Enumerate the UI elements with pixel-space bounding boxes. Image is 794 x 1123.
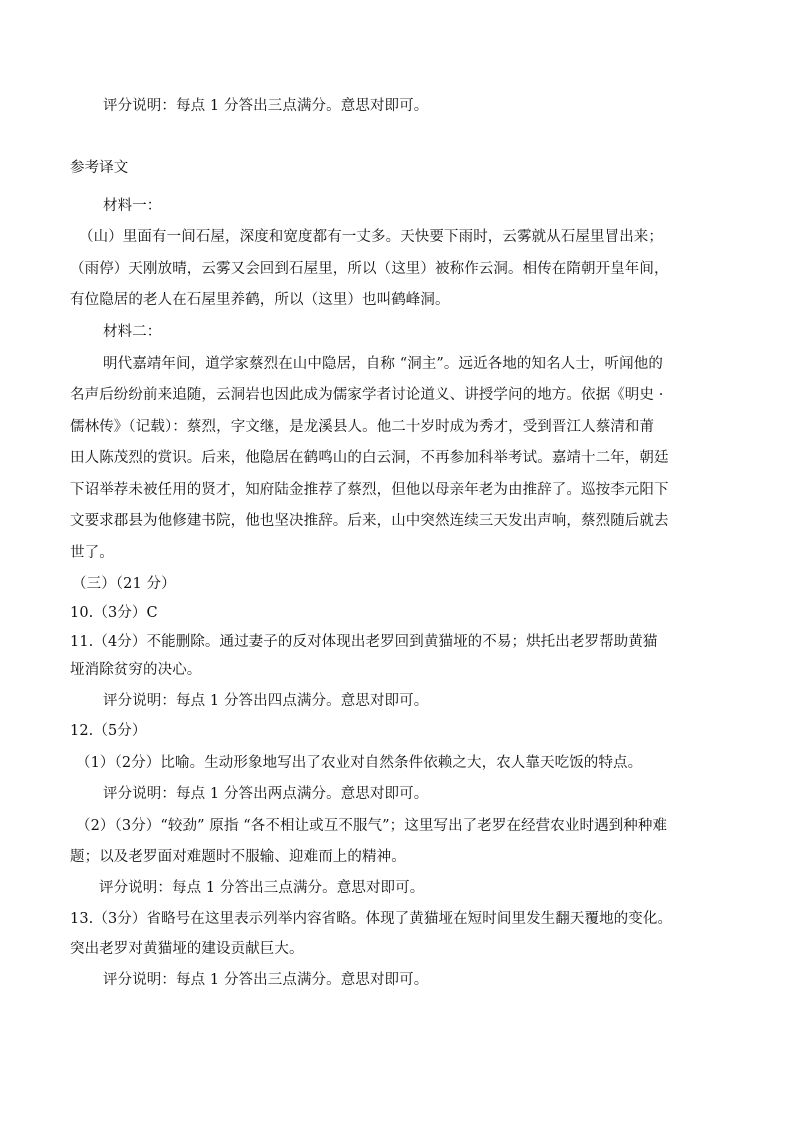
material-two-line: 儒林传》（记载）：蔡烈，字文继，是龙溪县人。他二十岁时成为秀才，受到晋江人蔡清和莆 <box>70 419 655 435</box>
scoring-note: 评分说明：每点 1 分答出两点满分。意思对即可。 <box>103 786 429 802</box>
section-heading-three: （三）（21 分） <box>72 576 176 592</box>
material-two-line: 明代嘉靖年间，道学家蔡烈在山中隐居，自称 “洞主”。远近各地的知名人士，听闻他的 <box>103 356 663 372</box>
material-two-line: 下诏举荐未被任用的贤才，知府陆金推荐了蔡烈，但他以母亲年老为由推辞了。巡按李元阳下 <box>70 482 669 498</box>
material-two-line: 名声后纷纷前来追随，云洞岩也因此成为儒家学者讨论道义、讲授学问的地方。依据《明史 · <box>70 387 664 403</box>
answer-12-part-2-line: 题；以及老罗面对难题时不服输、迎难而上的精神。 <box>70 849 406 865</box>
material-two-line: 田人陈茂烈的赏识。后来，他隐居在鹤鸣山的白云洞，不再参加科举考试。嘉靖十二年，朝廷 <box>70 450 669 466</box>
answer-13-line: 13.（3分）省略号在这里表示列举内容省略。体现了黄猫垭在短时间里发生翻天覆地的变化。 <box>70 911 673 927</box>
scoring-note: 评分说明：每点 1 分答出三点满分。意思对即可。 <box>99 880 425 896</box>
material-one-line: 有位隐居的老人在石屋里养鹤，所以（这里）也叫鹤峰洞。 <box>70 292 450 308</box>
material-one-label: 材料一： <box>103 198 162 214</box>
answer-12-part-2-line: （2）（3分）“较劲” 原指 “各不相让或互不服气”；这里写出了老罗在经营农业时遇到种种难 <box>76 818 668 834</box>
material-two-label: 材料二： <box>103 324 162 340</box>
material-two-line: 世了。 <box>70 545 114 561</box>
material-two-line: 文要求郡县为他修建书院，他也坚决推辞。后来，山中突然连续三天发出声响，蔡烈随后就去 <box>70 513 669 529</box>
scoring-note: 评分说明：每点 1 分答出三点满分。意思对即可。 <box>103 98 429 114</box>
answer-12-heading: 12.（5分） <box>70 723 147 739</box>
answer-11-line: 11.（4分）不能删除。通过妻子的反对体现出老罗回到黄猫垭的不易；烘托出老罗帮助黄猫 <box>70 634 658 650</box>
scoring-note: 评分说明：每点 1 分答出四点满分。意思对即可。 <box>103 693 429 709</box>
material-one-line: （雨停）天刚放晴，云雾又会回到石屋里，所以（这里）被称作云洞。相传在隋朝开皇年间， <box>70 261 669 277</box>
section-heading-reference-translation: 参考译文 <box>70 160 129 176</box>
answer-10: 10.（3分）C <box>70 605 158 621</box>
material-one-line: （山）里面有一间石屋，深度和宽度都有一丈多。天快要下雨时，云雾就从石屋里冒出来； <box>79 229 663 245</box>
answer-11-line: 垭消除贫穷的决心。 <box>70 662 202 678</box>
answer-12-part-1: （1）（2分）比喻。生动形象地写出了农业对自然条件依赖之大，农人靠天吃饭的特点。 <box>76 755 643 771</box>
answer-13-line: 突出老罗对黄猫垭的建设贡献巨大。 <box>70 941 304 957</box>
scoring-note: 评分说明：每点 1 分答出三点满分。意思对即可。 <box>103 972 429 988</box>
